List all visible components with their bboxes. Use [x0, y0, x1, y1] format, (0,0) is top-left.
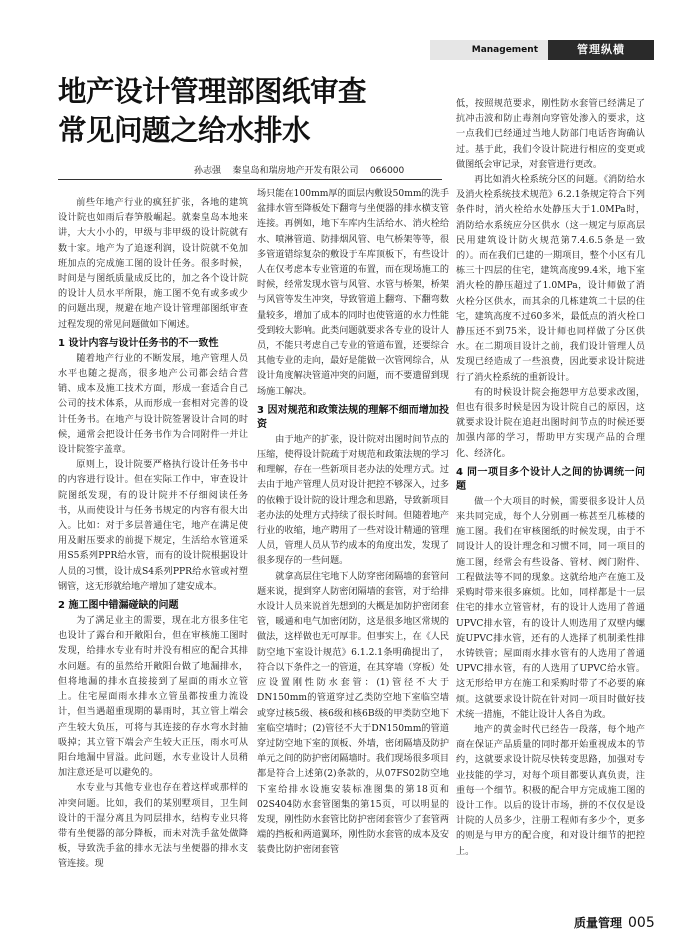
- section-heading-3: 3 因对规范和政策法规的理解不细而增加投资: [257, 404, 449, 430]
- paragraph: 地产的黄金时代已经告一段落，每个地产商在保证产品质量的同时都开始重视成本的节约，这就要求设计院尽快转变思路，加强对专业技能的学习，对每个项目都要认真负责，注重每一个细节。积极的配合甲方完成施工图的设计工作。以后的设计市场，拼的不仅仅是设计院的人员多少，注册工程师有多少个，更多的则是与甲方的配合度，和对设计细节的把控上。: [456, 724, 645, 857]
- paragraph: 做一个大项目的时候，需要很多设计人员来共同完成，每个人分别画一栋甚至几栋楼的施工图。我们在审核图纸的时候发现，由于不同设计人的设计理念和习惯不同，同一项目的施工图，经常会有些设备、管材、阀门附件、工程做法等不同的现象。这就给地产在施工及采购时带来很多麻烦。比如，同样都是十一层住宅的排水立管管材，有的设计人选用了普通UPVC排水管，有的设计人则选用了双壁内螺旋UPVC排水管，还有的人选择了机制柔性排水铸铁管；屋面雨水排水管有的人选用了普通UPVC排水管，有的人选用了UPVC给水管。这无形给甲方在施工和采购时带了不必要的麻烦。这就要求设计院在针对同一项目时做好技术统一措施，不能让设计人各自为政。: [456, 496, 645, 720]
- author-byline: 孙志强 秦皇岛和瑞房地产开发有限公司 066000: [194, 166, 405, 176]
- text-column-2: [257, 187, 449, 859]
- section-heading-1: 1 设计内容与设计任务书的不一致性: [58, 337, 219, 349]
- section-heading-2: 2 施工图中错漏碰缺的问题: [58, 600, 179, 612]
- byline-divider: [58, 179, 442, 180]
- paragraph: 原则上，设计院要严格执行设计任务书中的内容进行设计。但在实际工作中，审查设计院图纸发现，有的设计院并不仔细阅读任务书，从而使设计与任务书规定的内容有很大出入。比如：对于多层普通住宅，地产在满足使用及耐压要求的前提下规定，生活给水管道采用S5系列PPR给水管，而有的设计院根据设计人员的习惯，设计成S4系列PPR给水管或衬塑钢管，这无形就给地产增加了建安成本。: [58, 460, 248, 592]
- paragraph: 再比如消火栓系统分区的问题。《消防给水及消火栓系统技术规范》6.2.1条规定符合下列条件时，消火栓给水处静压大于1.0MPa时，消防给水系统应分区供水（这一规定与原高层民用建筑设计防火规范第7.4.6.5条是一致的）。而在我们已建的一期项目，整个小区有几栋三十四层的住宅，建筑高度99.4米，地下室消火栓的静压超过了1.0MPa，设计师做了消火栓分区供水，而其余的几栋建筑二十层的住宅，建筑高度不过60多米，最低点的消火栓口静压还不到75米，设计师也同样做了分区供水。在二期项目设计之前，我们设计管理人员发现已经造成了一些浪费，因此要求设计院进行了消火栓系统的重新设计。: [456, 175, 645, 383]
- paragraph: 由于地产的扩张，设计院对出图时间节点的压缩，使得设计院疏于对规范和政策法规的学习和理解，存在一些新项目老办法的处理方式。过去由于地产管理人员对设计把控不够深入，过多的依赖于设计院的设计理念和思路，导致新项目老办法的处理方式持续了很长时间。但随着地产行业的收缩，地产聘用了一些对设计精通的管理人员，管理人员从节约成本的角度出发，发现了很多现存的一些问题。: [257, 434, 449, 567]
- paragraph: 为了满足业主的需要，现在北方很多住宅也设计了露台和开敞阳台，但在审核施工图时发现，给排水专业有时并没有相应的配合其排水问题。有的虽然给开敞阳台做了地漏排水，但将地漏的排水直接接到了屋面的雨水立管上。住宅屋面雨水排水立管虽都按重力流设计，但当遇超重现期的暴雨时，其立管上端会产生较大负压，可将与其连接的存水弯水封抽吸掉；其立管下端会产生较大正压，雨水可从阳台地漏中冒溢。此问题，水专业设计人员稍加注意还是可以避免的。: [58, 616, 248, 779]
- paragraph: 有的时候设计院会拖怨甲方总要求改图，但也有很多时候是因为设计院自己的原因，这就要求设计院在追赶出图时间节点的时候还要加强内部的学习，帮助甲方实现产品的合理化、经济化。: [456, 387, 645, 459]
- paragraph: 水专业与其他专业也存在着这样或那样的冲突问题。比如，我们的某别墅项目，卫生间设计的干湿分离且为同层排水，结构专业只将带有坐便器的部分降板，而未对洗手盆处做降板，导致洗手盆的排水无法与坐便器的排水支管连接。现: [58, 783, 248, 870]
- section-label-cn: 管理纵横: [548, 40, 654, 60]
- page-footer: [574, 914, 655, 931]
- page-number: 005: [628, 915, 655, 931]
- intro-paragraph: 前些年地产行业的疯狂扩张，各地的建筑设计院也如雨后春笋般崛起。就秦皇岛本地来讲，大大小小的，甲级与非甲级的设计院就有数十家。地产为了追逐利润，设计院就不免加班加点的完成施工图的设计任务。很多时候，时间是与图纸质量成反比的，加之各个设计院的设计人员水平所限，施工图不免有或多或少的问题出现，规避在地产设计管理部图纸审查过程发现的常见问题做如下阐述。: [58, 198, 248, 330]
- article-title-line-2: 常见问题之给水排水: [58, 114, 311, 147]
- text-column-1: [58, 196, 248, 873]
- paragraph: 就拿高层住宅地下人防穿密闭隔墙的套管问题来说，提到穿人防密闭隔墙的套管，对于给排水设计人员来说首先想到的大概是加防护密闭套管，暖通和电气加密闭防，这是很多地区常规的做法，这样做也无可厚非。但事实上，在《人民防空地下室设计规范》6.1.2.1条明确提出了，符合以下条件之一的管道，在其穿墙（穿板）处应设置刚性防水套管：(1)管径不大于DN150mm的管道穿过乙类防空地下室临空墙或穿过核5级、核6级和核6B级的甲类防空地下室临空墙时；(2)管径不大于DN150mm的管道穿过防空地下室的顶板、外墙，密闭隔墙及防护单元之间的防护密闭隔墙时。我们现场很多项目都是符合上述第(2)条款的，从07FS02防空地下室给排水设施安装标准图集的第18页和02S404防水套管图集的第15页，可以明显的发现，刚性防水套管比防护密闭套管少了套管两端的挡板和两道翼环，刚性防水套管的成本及安装费比防护密闭套管: [257, 571, 449, 856]
- magazine-name: 质量管理: [574, 916, 623, 930]
- text-column-3: [456, 97, 645, 860]
- article-title: [58, 72, 438, 150]
- section-header: [430, 40, 654, 60]
- section-heading-4: 4 同一项目多个设计人之间的协调统一问题: [456, 466, 645, 492]
- article-title-line-1: 地产设计管理部图纸审查: [58, 75, 367, 108]
- paragraph-continued: 低，按照规范要求，刚性防水套管已经满足了抗冲击波和防止毒剂向穿管处渗入的要求，这一点我们已经通过当地人防部门电话咨询确认过。基于此，我们令设计院进行相应的变更或做图纸会审记录，对套管进行更改。: [456, 99, 645, 170]
- paragraph: 随着地产行业的不断发展，地产管理人员水平也随之提高，很多地产公司都会结合营销、成本及施工技术方面，形成一套适合自己公司的技术体系，从而形成一套相对完善的设计任务书。在地产与设计院签署设计合同的时候，通常会把设计任务书作为合同附件一并让设计院签字盖章。: [58, 353, 248, 456]
- section-label-en: Management: [430, 40, 548, 60]
- paragraph-continued: 场只能在100mm厚的面层内敷设50mm的洗手盆排水管至降板处下翻弯与坐便器的排水横支管连接。再例如，地下车库内生活给水、消火栓给水、喷淋管道、防排烟风管、电气桥架等等，很多管道错综复杂的敷设于车库顶板下，有些设计人在仅考虑本专业管道的布置，而在现场施工的时候，经常发现水管与风管、水管与桥架，桥架与风管等发生冲突，导致管道上翻弯、下翻弯数量较多，增加了成本的同时也使管道的水力性能受到较大影响。此类问题就要求各专业的设计人员，不能只考虑自己专业的管道布置，还要综合其他专业的走向，最好是能做一次管网综合，从设计角度解决管道冲突的问题，而不要遗留到现场施工解决。: [257, 189, 449, 397]
